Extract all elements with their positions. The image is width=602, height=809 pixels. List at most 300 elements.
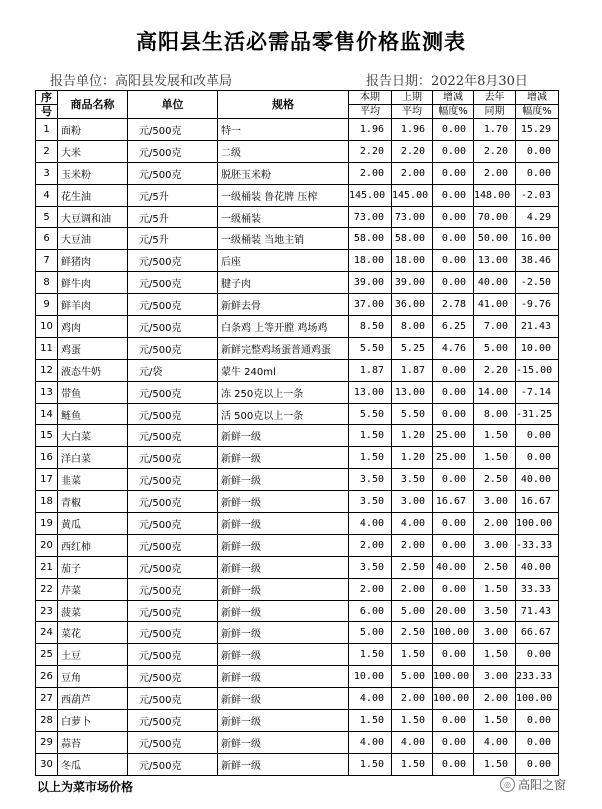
cell-unit: 元/500克 bbox=[128, 622, 218, 644]
header-cur-2: 平均 bbox=[349, 105, 392, 119]
cell-unit: 元/500克 bbox=[128, 119, 218, 141]
cell-no: 10 bbox=[36, 316, 58, 338]
cell-name: 面粉 bbox=[58, 119, 128, 141]
cell-yoy-change-pct: 4.29 bbox=[516, 206, 559, 228]
cell-current-avg: 8.50 bbox=[349, 316, 392, 338]
cell-change-pct: 0.00 bbox=[433, 513, 474, 535]
cell-name: 玉米粉 bbox=[58, 162, 128, 184]
cell-change-pct: 100.00 bbox=[433, 688, 474, 710]
cell-unit: 元/500克 bbox=[128, 403, 218, 425]
cell-current-avg: 18.00 bbox=[349, 250, 392, 272]
cell-no: 26 bbox=[36, 666, 58, 688]
cell-change-pct: 0.00 bbox=[433, 272, 474, 294]
cell-yoy-change-pct: -9.76 bbox=[516, 294, 559, 316]
cell-no: 13 bbox=[36, 381, 58, 403]
cell-last-year: 41.00 bbox=[474, 294, 516, 316]
cell-yoy-change-pct: 15.29 bbox=[516, 119, 559, 141]
cell-previous-avg: 58.00 bbox=[392, 228, 433, 250]
header-name: 商品名称 bbox=[58, 91, 128, 119]
table-row bbox=[36, 447, 559, 469]
cell-no: 27 bbox=[36, 688, 58, 710]
table-row bbox=[36, 534, 559, 556]
cell-yoy-change-pct: 10.00 bbox=[516, 337, 559, 359]
cell-last-year: 2.50 bbox=[474, 556, 516, 578]
page-title: 高阳县生活必需品零售价格监测表 bbox=[136, 30, 466, 54]
cell-name: 青椒 bbox=[58, 491, 128, 513]
cell-spec: 一级桶装 bbox=[218, 206, 349, 228]
cell-last-year: 148.00 bbox=[474, 184, 516, 206]
cell-last-year: 3.00 bbox=[474, 666, 516, 688]
cell-last-year: 7.00 bbox=[474, 316, 516, 338]
cell-spec: 一级桶装 鲁花牌 压榨 bbox=[218, 184, 349, 206]
cell-spec: 新鲜一级 bbox=[218, 469, 349, 491]
cell-name: 花生油 bbox=[58, 184, 128, 206]
cell-spec: 腱子肉 bbox=[218, 272, 349, 294]
cell-unit: 元/500克 bbox=[128, 556, 218, 578]
cell-no: 3 bbox=[36, 162, 58, 184]
cell-name: 液态牛奶 bbox=[58, 359, 128, 381]
cell-last-year: 1.50 bbox=[474, 425, 516, 447]
cell-last-year: 1.50 bbox=[474, 710, 516, 732]
cell-yoy-change-pct: 38.46 bbox=[516, 250, 559, 272]
cell-previous-avg: 13.00 bbox=[392, 381, 433, 403]
cell-spec: 新鲜一级 bbox=[218, 556, 349, 578]
cell-change-pct: 0.00 bbox=[433, 753, 474, 775]
cell-last-year: 5.00 bbox=[474, 337, 516, 359]
cell-name: 冬瓜 bbox=[58, 753, 128, 775]
cell-unit: 元/500克 bbox=[128, 425, 218, 447]
cell-change-pct: 20.00 bbox=[433, 600, 474, 622]
cell-spec: 新鲜一级 bbox=[218, 425, 349, 447]
cell-name: 菠菜 bbox=[58, 600, 128, 622]
cell-spec: 新鲜一级 bbox=[218, 513, 349, 535]
header-seq-1: 序 bbox=[36, 91, 58, 105]
table-row bbox=[36, 666, 559, 688]
cell-spec: 白条鸡 上等开膛 鸡场鸡 bbox=[218, 316, 349, 338]
cell-last-year: 4.00 bbox=[474, 731, 516, 753]
cell-change-pct: 25.00 bbox=[433, 447, 474, 469]
table-row bbox=[36, 710, 559, 732]
cell-unit: 元/500克 bbox=[128, 578, 218, 600]
cell-current-avg: 4.00 bbox=[349, 513, 392, 535]
cell-unit: 元/500克 bbox=[128, 710, 218, 732]
cell-change-pct: 0.00 bbox=[433, 184, 474, 206]
cell-change-pct: 0.00 bbox=[433, 469, 474, 491]
cell-unit: 元/500克 bbox=[128, 250, 218, 272]
cell-spec: 一级桶装 当地主销 bbox=[218, 228, 349, 250]
cell-last-year: 8.00 bbox=[474, 403, 516, 425]
cell-change-pct: 0.00 bbox=[433, 250, 474, 272]
table-row bbox=[36, 403, 559, 425]
table-row bbox=[36, 294, 559, 316]
cell-current-avg: 1.50 bbox=[349, 425, 392, 447]
cell-no: 15 bbox=[36, 425, 58, 447]
cell-current-avg: 2.00 bbox=[349, 162, 392, 184]
table-row bbox=[36, 316, 559, 338]
cell-change-pct: 0.00 bbox=[433, 228, 474, 250]
cell-no: 19 bbox=[36, 513, 58, 535]
cell-current-avg: 5.50 bbox=[349, 403, 392, 425]
cell-previous-avg: 2.00 bbox=[392, 578, 433, 600]
cell-unit: 元/500克 bbox=[128, 688, 218, 710]
cell-unit: 元/500克 bbox=[128, 337, 218, 359]
cell-change-pct: 100.00 bbox=[433, 622, 474, 644]
cell-spec: 新鲜一级 bbox=[218, 491, 349, 513]
price-table bbox=[35, 90, 559, 776]
cell-current-avg: 3.50 bbox=[349, 469, 392, 491]
cell-change-pct: 0.00 bbox=[433, 731, 474, 753]
cell-change-pct: 0.00 bbox=[433, 710, 474, 732]
cell-yoy-change-pct: -2.50 bbox=[516, 272, 559, 294]
cell-yoy-change-pct: 40.00 bbox=[516, 556, 559, 578]
cell-change-pct: 0.00 bbox=[433, 162, 474, 184]
cell-no: 5 bbox=[36, 206, 58, 228]
cell-current-avg: 6.00 bbox=[349, 600, 392, 622]
watermark bbox=[500, 776, 566, 793]
cell-current-avg: 3.50 bbox=[349, 556, 392, 578]
cell-last-year: 70.00 bbox=[474, 206, 516, 228]
table-row bbox=[36, 644, 559, 666]
cell-unit: 元/500克 bbox=[128, 666, 218, 688]
cell-spec: 活 500克以上一条 bbox=[218, 403, 349, 425]
cell-last-year: 1.70 bbox=[474, 119, 516, 141]
table-row bbox=[36, 622, 559, 644]
cell-current-avg: 1.50 bbox=[349, 644, 392, 666]
cell-name: 鸡肉 bbox=[58, 316, 128, 338]
cell-previous-avg: 5.00 bbox=[392, 666, 433, 688]
cell-last-year: 1.50 bbox=[474, 578, 516, 600]
cell-unit: 元/500克 bbox=[128, 272, 218, 294]
cell-current-avg: 13.00 bbox=[349, 381, 392, 403]
cell-change-pct: 0.00 bbox=[433, 359, 474, 381]
cell-change-pct: 4.76 bbox=[433, 337, 474, 359]
table-row bbox=[36, 556, 559, 578]
cell-no: 6 bbox=[36, 228, 58, 250]
header-chg2-1: 增减 bbox=[516, 91, 559, 105]
cell-last-year: 2.00 bbox=[474, 688, 516, 710]
cell-yoy-change-pct: 66.67 bbox=[516, 622, 559, 644]
cell-last-year: 40.00 bbox=[474, 272, 516, 294]
cell-last-year: 1.50 bbox=[474, 644, 516, 666]
table-row bbox=[36, 359, 559, 381]
cell-yoy-change-pct: 16.00 bbox=[516, 228, 559, 250]
cell-name: 西红柿 bbox=[58, 534, 128, 556]
cell-unit: 元/袋 bbox=[128, 359, 218, 381]
cell-no: 11 bbox=[36, 337, 58, 359]
cell-no: 29 bbox=[36, 731, 58, 753]
cell-yoy-change-pct: 40.00 bbox=[516, 469, 559, 491]
table-row bbox=[36, 184, 559, 206]
cell-change-pct: 100.00 bbox=[433, 666, 474, 688]
cell-name: 茄子 bbox=[58, 556, 128, 578]
header-seq-2: 号 bbox=[36, 105, 58, 119]
cell-change-pct: 2.78 bbox=[433, 294, 474, 316]
cell-unit: 元/500克 bbox=[128, 534, 218, 556]
cell-spec: 新鲜一级 bbox=[218, 578, 349, 600]
cell-spec: 特一 bbox=[218, 119, 349, 141]
cell-name: 鲜牛肉 bbox=[58, 272, 128, 294]
cell-spec: 新鲜一级 bbox=[218, 622, 349, 644]
cell-current-avg: 145.00 bbox=[349, 184, 392, 206]
header-chg2-2: 幅度% bbox=[516, 105, 559, 119]
cell-spec: 新鲜一级 bbox=[218, 753, 349, 775]
cell-spec: 新鲜完整鸡场蛋普通鸡蛋 bbox=[218, 337, 349, 359]
cell-previous-avg: 2.00 bbox=[392, 688, 433, 710]
cell-name: 鸡蛋 bbox=[58, 337, 128, 359]
cell-name: 蒜苔 bbox=[58, 731, 128, 753]
cell-previous-avg: 5.00 bbox=[392, 600, 433, 622]
cell-name: 大豆调和油 bbox=[58, 206, 128, 228]
table-row bbox=[36, 228, 559, 250]
cell-current-avg: 1.50 bbox=[349, 710, 392, 732]
cell-yoy-change-pct: -33.33 bbox=[516, 534, 559, 556]
cell-previous-avg: 5.25 bbox=[392, 337, 433, 359]
cell-unit: 元/500克 bbox=[128, 644, 218, 666]
cell-yoy-change-pct: -2.03 bbox=[516, 184, 559, 206]
cell-unit: 元/500克 bbox=[128, 162, 218, 184]
cell-spec: 新鲜一级 bbox=[218, 534, 349, 556]
cell-yoy-change-pct: -31.25 bbox=[516, 403, 559, 425]
cell-last-year: 1.50 bbox=[474, 447, 516, 469]
cell-current-avg: 73.00 bbox=[349, 206, 392, 228]
cell-previous-avg: 145.00 bbox=[392, 184, 433, 206]
cell-previous-avg: 2.00 bbox=[392, 534, 433, 556]
cell-change-pct: 16.67 bbox=[433, 491, 474, 513]
cell-unit: 元/500克 bbox=[128, 731, 218, 753]
cell-previous-avg: 39.00 bbox=[392, 272, 433, 294]
cell-current-avg: 1.96 bbox=[349, 119, 392, 141]
cell-unit: 元/5升 bbox=[128, 228, 218, 250]
cell-spec: 新鲜一级 bbox=[218, 600, 349, 622]
cell-name: 西葫芦 bbox=[58, 688, 128, 710]
cell-no: 12 bbox=[36, 359, 58, 381]
cell-unit: 元/500克 bbox=[128, 600, 218, 622]
cell-previous-avg: 3.00 bbox=[392, 491, 433, 513]
cell-no: 21 bbox=[36, 556, 58, 578]
cell-current-avg: 1.50 bbox=[349, 753, 392, 775]
cell-previous-avg: 1.50 bbox=[392, 710, 433, 732]
cell-last-year: 3.00 bbox=[474, 622, 516, 644]
table-row bbox=[36, 381, 559, 403]
cell-change-pct: 25.00 bbox=[433, 425, 474, 447]
cell-current-avg: 4.00 bbox=[349, 731, 392, 753]
cell-yoy-change-pct: 16.67 bbox=[516, 491, 559, 513]
cell-current-avg: 1.50 bbox=[349, 447, 392, 469]
cell-unit: 元/500克 bbox=[128, 513, 218, 535]
cell-previous-avg: 1.50 bbox=[392, 753, 433, 775]
footer-note: 以上为菜市场价格 bbox=[37, 780, 134, 794]
cell-no: 23 bbox=[36, 600, 58, 622]
cell-change-pct: 0.00 bbox=[433, 534, 474, 556]
cell-yoy-change-pct: 0.00 bbox=[516, 710, 559, 732]
cell-yoy-change-pct: 0.00 bbox=[516, 162, 559, 184]
cell-name: 带鱼 bbox=[58, 381, 128, 403]
cell-no: 24 bbox=[36, 622, 58, 644]
cell-change-pct: 0.00 bbox=[433, 119, 474, 141]
cell-previous-avg: 1.87 bbox=[392, 359, 433, 381]
table-row bbox=[36, 337, 559, 359]
table-row bbox=[36, 272, 559, 294]
table-row bbox=[36, 469, 559, 491]
cell-previous-avg: 5.50 bbox=[392, 403, 433, 425]
header-chg-2: 幅度% bbox=[433, 105, 474, 119]
cell-unit: 元/500克 bbox=[128, 381, 218, 403]
cell-current-avg: 2.00 bbox=[349, 578, 392, 600]
cell-yoy-change-pct: 71.43 bbox=[516, 600, 559, 622]
cell-no: 28 bbox=[36, 710, 58, 732]
cell-last-year: 2.00 bbox=[474, 513, 516, 535]
header-row-1 bbox=[36, 91, 559, 105]
cell-last-year: 2.50 bbox=[474, 469, 516, 491]
table-row bbox=[36, 578, 559, 600]
cell-change-pct: 0.00 bbox=[433, 644, 474, 666]
cell-last-year: 50.00 bbox=[474, 228, 516, 250]
cell-current-avg: 10.00 bbox=[349, 666, 392, 688]
table-row bbox=[36, 250, 559, 272]
cell-unit: 元/500克 bbox=[128, 469, 218, 491]
cell-last-year: 2.00 bbox=[474, 162, 516, 184]
cell-yoy-change-pct: 0.00 bbox=[516, 447, 559, 469]
cell-last-year: 14.00 bbox=[474, 381, 516, 403]
cell-current-avg: 2.00 bbox=[349, 534, 392, 556]
cell-no: 4 bbox=[36, 184, 58, 206]
table-row bbox=[36, 600, 559, 622]
cell-last-year: 3.50 bbox=[474, 600, 516, 622]
cell-change-pct: 0.00 bbox=[433, 403, 474, 425]
cell-unit: 元/500克 bbox=[128, 753, 218, 775]
cell-change-pct: 0.00 bbox=[433, 206, 474, 228]
cell-current-avg: 39.00 bbox=[349, 272, 392, 294]
cell-unit: 元/500克 bbox=[128, 316, 218, 338]
cell-no: 16 bbox=[36, 447, 58, 469]
cell-name: 大白菜 bbox=[58, 425, 128, 447]
cell-name: 大米 bbox=[58, 140, 128, 162]
cell-yoy-change-pct: 0.00 bbox=[516, 731, 559, 753]
cell-name: 鲜猪肉 bbox=[58, 250, 128, 272]
cell-current-avg: 2.20 bbox=[349, 140, 392, 162]
cell-no: 1 bbox=[36, 119, 58, 141]
cell-previous-avg: 1.20 bbox=[392, 425, 433, 447]
cell-last-year: 13.00 bbox=[474, 250, 516, 272]
table-row bbox=[36, 731, 559, 753]
table-row bbox=[36, 688, 559, 710]
cell-no: 9 bbox=[36, 294, 58, 316]
table-row bbox=[36, 491, 559, 513]
cell-unit: 元/5升 bbox=[128, 184, 218, 206]
cell-previous-avg: 2.00 bbox=[392, 162, 433, 184]
header-ly-2: 同期 bbox=[474, 105, 516, 119]
cell-no: 14 bbox=[36, 403, 58, 425]
table-row bbox=[36, 513, 559, 535]
cell-unit: 元/5升 bbox=[128, 206, 218, 228]
table-row bbox=[36, 425, 559, 447]
cell-name: 鲜羊肉 bbox=[58, 294, 128, 316]
cell-yoy-change-pct: -15.00 bbox=[516, 359, 559, 381]
cell-no: 22 bbox=[36, 578, 58, 600]
cell-change-pct: 0.00 bbox=[433, 140, 474, 162]
cell-spec: 新鲜一级 bbox=[218, 666, 349, 688]
cell-name: 鲢鱼 bbox=[58, 403, 128, 425]
cell-change-pct: 6.25 bbox=[433, 316, 474, 338]
cell-unit: 元/500克 bbox=[128, 447, 218, 469]
cell-no: 8 bbox=[36, 272, 58, 294]
cell-previous-avg: 4.00 bbox=[392, 731, 433, 753]
cell-change-pct: 0.00 bbox=[433, 578, 474, 600]
cell-yoy-change-pct: 100.00 bbox=[516, 688, 559, 710]
cell-previous-avg: 1.50 bbox=[392, 644, 433, 666]
cell-name: 大豆油 bbox=[58, 228, 128, 250]
cell-no: 7 bbox=[36, 250, 58, 272]
table-row bbox=[36, 119, 559, 141]
cell-previous-avg: 2.50 bbox=[392, 622, 433, 644]
cell-name: 黄瓜 bbox=[58, 513, 128, 535]
cell-no: 17 bbox=[36, 469, 58, 491]
cell-current-avg: 58.00 bbox=[349, 228, 392, 250]
header-prev-1: 上期 bbox=[392, 91, 433, 105]
cell-yoy-change-pct: 33.33 bbox=[516, 578, 559, 600]
header-spec: 规格 bbox=[218, 91, 349, 119]
cell-name: 豆角 bbox=[58, 666, 128, 688]
cell-spec: 新鲜一级 bbox=[218, 644, 349, 666]
cell-previous-avg: 1.20 bbox=[392, 447, 433, 469]
cell-name: 白萝卜 bbox=[58, 710, 128, 732]
wechat-channel-icon: ◎ bbox=[500, 777, 515, 792]
cell-unit: 元/500克 bbox=[128, 491, 218, 513]
cell-yoy-change-pct: -7.14 bbox=[516, 381, 559, 403]
cell-name: 韭菜 bbox=[58, 469, 128, 491]
cell-name: 洋白菜 bbox=[58, 447, 128, 469]
cell-no: 18 bbox=[36, 491, 58, 513]
cell-change-pct: 40.00 bbox=[433, 556, 474, 578]
report-date: 报告日期：2022年8月30日 bbox=[366, 74, 528, 89]
cell-yoy-change-pct: 233.33 bbox=[516, 666, 559, 688]
cell-spec: 冻 250克以上一条 bbox=[218, 381, 349, 403]
cell-last-year: 3.00 bbox=[474, 491, 516, 513]
header-chg-1: 增减 bbox=[433, 91, 474, 105]
header-prev-2: 平均 bbox=[392, 105, 433, 119]
cell-unit: 元/500克 bbox=[128, 294, 218, 316]
cell-spec: 新鲜一级 bbox=[218, 447, 349, 469]
cell-no: 30 bbox=[36, 753, 58, 775]
header-cur-1: 本期 bbox=[349, 91, 392, 105]
cell-name: 土豆 bbox=[58, 644, 128, 666]
cell-yoy-change-pct: 0.00 bbox=[516, 644, 559, 666]
cell-yoy-change-pct: 0.00 bbox=[516, 425, 559, 447]
table-row bbox=[36, 206, 559, 228]
cell-yoy-change-pct: 100.00 bbox=[516, 513, 559, 535]
cell-previous-avg: 4.00 bbox=[392, 513, 433, 535]
cell-last-year: 1.50 bbox=[474, 753, 516, 775]
cell-previous-avg: 2.50 bbox=[392, 556, 433, 578]
cell-yoy-change-pct: 21.43 bbox=[516, 316, 559, 338]
table-row bbox=[36, 140, 559, 162]
cell-unit: 元/500克 bbox=[128, 140, 218, 162]
cell-current-avg: 5.50 bbox=[349, 337, 392, 359]
cell-spec: 后座 bbox=[218, 250, 349, 272]
cell-current-avg: 5.00 bbox=[349, 622, 392, 644]
cell-name: 芹菜 bbox=[58, 578, 128, 600]
cell-current-avg: 4.00 bbox=[349, 688, 392, 710]
cell-spec: 二级 bbox=[218, 140, 349, 162]
cell-previous-avg: 73.00 bbox=[392, 206, 433, 228]
cell-current-avg: 37.00 bbox=[349, 294, 392, 316]
cell-previous-avg: 36.00 bbox=[392, 294, 433, 316]
reporter: 报告单位：高阳县发展和改革局 bbox=[50, 74, 233, 89]
cell-no: 20 bbox=[36, 534, 58, 556]
cell-current-avg: 3.50 bbox=[349, 491, 392, 513]
watermark-text: 高阳之窗 bbox=[518, 778, 567, 792]
cell-previous-avg: 18.00 bbox=[392, 250, 433, 272]
